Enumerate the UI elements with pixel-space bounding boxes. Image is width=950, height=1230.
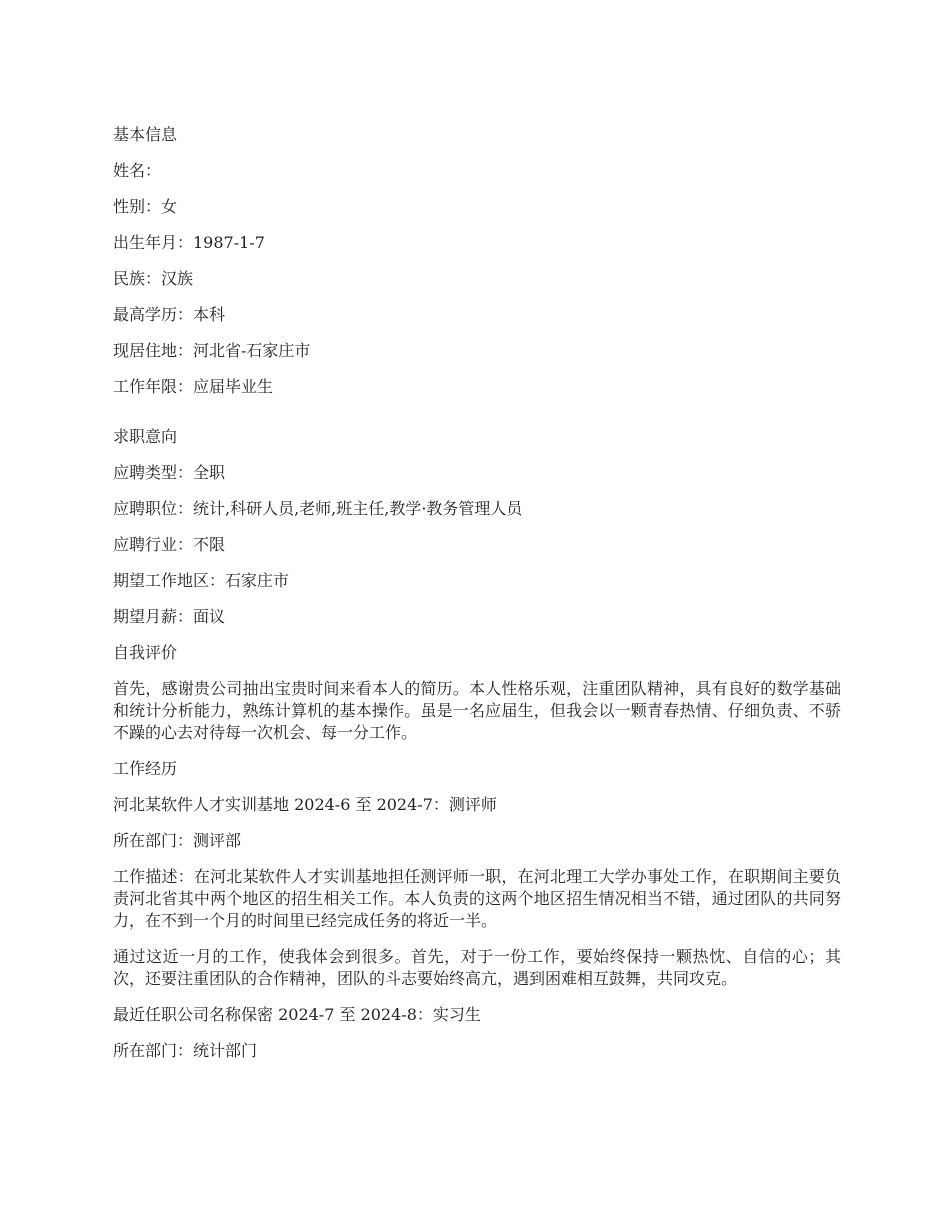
job-industry-field: 应聘行业：不限 (113, 535, 226, 554)
gender-field: 性别：女 (113, 197, 178, 216)
job-region-field: 期望工作地区：石家庄市 (113, 571, 290, 590)
job-positions-field: 应聘职位：统计,科研人员,老师,班主任,教学·教务管理人员 (113, 499, 523, 518)
job1-title: 河北某软件人才实训基地 2024-6 至 2024-7：测评师 (113, 795, 497, 814)
job1-reflection: 通过这近一月的工作，使我体会到很多。首先，对于一份工作，要始终保持一颗热忱、自信的心；其次，还要注重团队的合作精神，团队的斗志要始终高亢，遇到困难相互鼓舞，共同攻克。 (113, 947, 841, 988)
job1-department: 所在部门：测评部 (113, 831, 242, 850)
self-evaluation-heading: 自我评价 (113, 643, 178, 662)
work-years-field: 工作年限：应届毕业生 (113, 377, 274, 396)
job-intention-heading: 求职意向 (113, 427, 178, 446)
residence-field: 现居住地：河北省-石家庄市 (113, 341, 311, 360)
ethnicity-field: 民族：汉族 (113, 269, 194, 288)
job-type-field: 应聘类型：全职 (113, 463, 226, 482)
work-experience-heading: 工作经历 (113, 759, 178, 778)
job2-title: 最近任职公司名称保密 2024-7 至 2024-8：实习生 (113, 1005, 481, 1024)
self-evaluation-text: 首先，感谢贵公司抽出宝贵时间来看本人的简历。本人性格乐观，注重团队精神，具有良好的数学基础和统计分析能力，熟练计算机的基本操作。虽是一名应届生，但我会以一颗青春热情、仔细负责、不骄不躁的心去对待每一次机会、每一分工作。 (113, 679, 841, 742)
resume-document (113, 124, 841, 1076)
job1-description: 工作描述：在河北某软件人才实训基地担任测评师一职，在河北理工大学办事处工作，在职期间主要负责河北省其中两个地区的招生相关工作。本人负责的这两个地区招生情况相当不错，通过团队的共同努力，在不到一个月的时间里已经完成任务的将近一半。 (113, 867, 841, 930)
basic-info-heading: 基本信息 (113, 125, 178, 144)
birth-field: 出生年月：1987-1-7 (113, 233, 265, 252)
name-field: 姓名： (113, 161, 162, 180)
job2-department: 所在部门：统计部门 (113, 1041, 258, 1060)
job-salary-field: 期望月薪：面议 (113, 607, 226, 626)
education-field: 最高学历：本科 (113, 305, 226, 324)
